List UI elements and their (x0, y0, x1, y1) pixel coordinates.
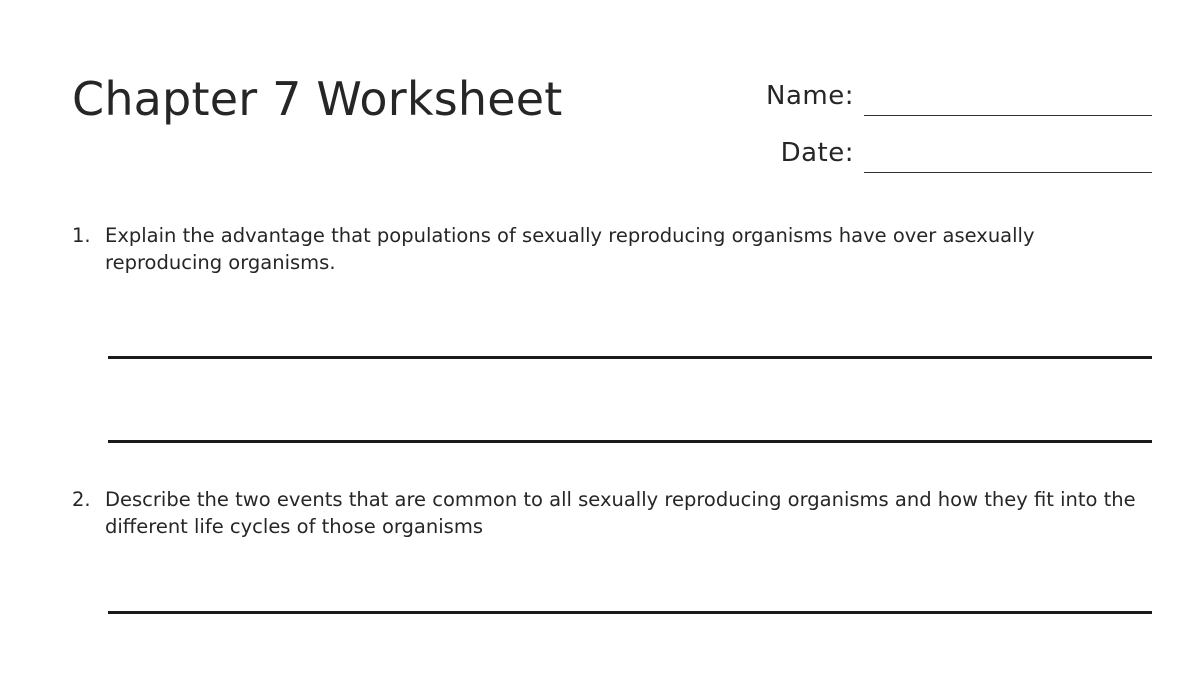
date-field (720, 137, 1152, 171)
question-number: 1. (72, 224, 91, 247)
name-blank-line (864, 115, 1152, 116)
answer-line (108, 356, 1152, 359)
name-label: Name: (766, 81, 854, 111)
name-field (720, 80, 1152, 114)
question-text: Describe the two events that are common to all sexually reproducing organisms and how they fit into the different life cycles of those organisms (105, 488, 1136, 538)
question-text: Explain the advantage that populations of sexually reproducing organisms have over asexually reproducing organisms. (105, 224, 1035, 274)
question-2 (72, 486, 1152, 540)
answer-line (108, 440, 1152, 443)
question-number: 2. (72, 488, 91, 511)
page-title: Chapter 7 Worksheet (72, 72, 563, 126)
date-blank-line (864, 172, 1152, 173)
date-label: Date: (780, 138, 854, 168)
question-1 (72, 222, 1152, 276)
answer-line (108, 611, 1152, 614)
